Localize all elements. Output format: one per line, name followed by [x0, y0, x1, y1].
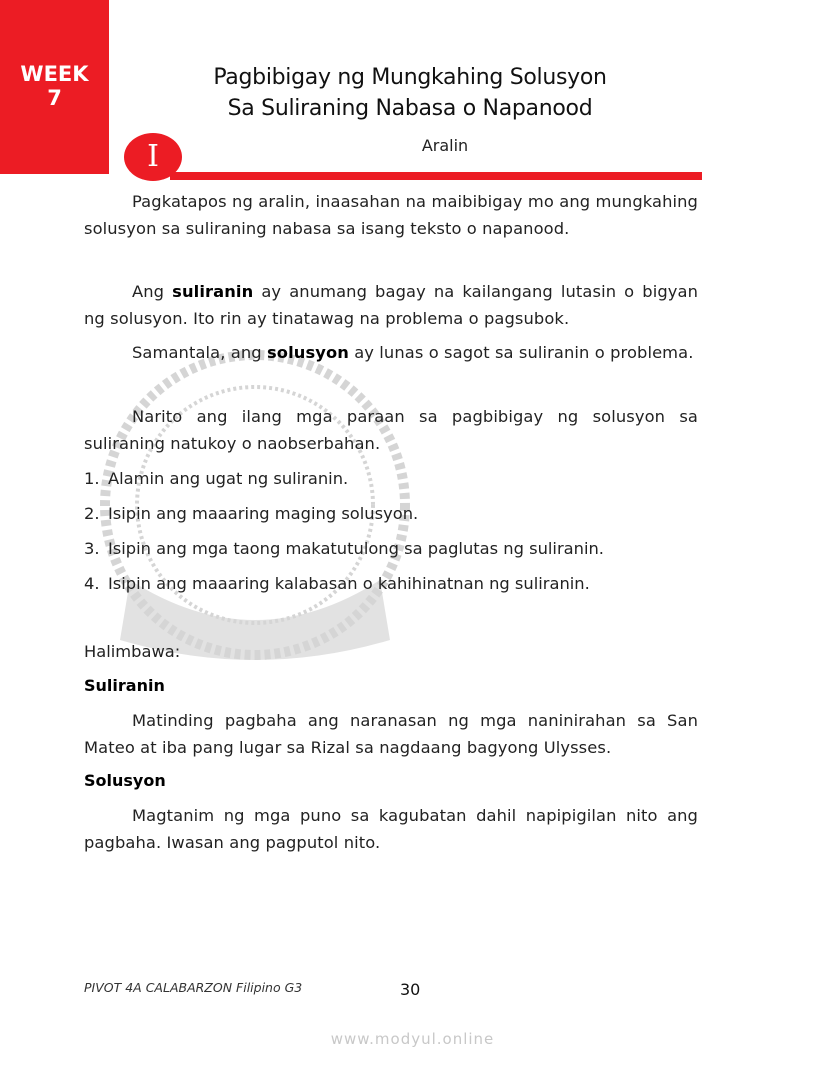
list-text: Isipin ang mga taong makatutulong sa paglutas ng suliranin. — [108, 539, 604, 558]
title-line-2: Sa Suliraning Nabasa o Napanood — [227, 96, 593, 121]
list-number: 1. — [84, 469, 100, 488]
problem-text: Matinding pagbaha ang naranasan ng mga naninirahan sa San Mateo at iba pang lugar sa Rizal sa nagdaang bagyong Ulysses. — [84, 711, 698, 757]
paragraph-solusyon — [84, 339, 698, 366]
p3-post: ay lunas o sagot sa suliranin o problema. — [348, 343, 694, 362]
section-title: Aralin — [421, 136, 469, 155]
paragraph-intro — [84, 188, 698, 242]
p2-pre: Ang — [132, 282, 173, 301]
list-text: Isipin ang maaaring kalabasan o kahihinatnan ng suliranin. — [108, 574, 590, 593]
page-title — [160, 62, 660, 124]
paragraph-suliranin — [84, 278, 698, 332]
week-word: WEEK — [20, 62, 89, 86]
problem-label: Suliranin — [84, 676, 165, 695]
paragraph-paraan — [84, 403, 698, 457]
page-number: 30 — [400, 980, 421, 999]
term-solusyon: solusyon — [267, 343, 349, 362]
list-text: Alamin ang ugat ng suliranin. — [108, 469, 349, 488]
list-text: Isipin ang maaaring maging solusyon. — [108, 504, 419, 523]
list-number: 4. — [84, 574, 100, 593]
paraan-text: Narito ang ilang mga paraan sa pagbibigay ng solusyon sa suliraning natukoy o naobserbahan. — [84, 407, 698, 453]
section-badge: I — [124, 133, 182, 181]
week-number: 7 — [47, 86, 62, 110]
p2-post: ay anumang bagay na kailangang lutasin o bigyan ng solusyon. Ito rin ay tinatawag na problema o pagsubok. — [84, 282, 699, 328]
solution-text: Magtanim ng mga puno sa kagubatan dahil napipigilan nito ang pagbaha. Iwasan ang pagputol nito. — [84, 806, 698, 852]
title-line-1: Pagbibigay ng Mungkahing Solusyon — [213, 65, 607, 90]
list-item — [84, 570, 590, 597]
watermark-url: www.modyul.online — [330, 1030, 495, 1048]
paragraph-solution — [84, 802, 698, 856]
section-divider — [170, 172, 702, 180]
solution-label: Solusyon — [84, 771, 166, 790]
example-heading: Halimbawa: — [84, 642, 181, 661]
list-item — [84, 535, 604, 562]
list-number: 2. — [84, 504, 100, 523]
list-number: 3. — [84, 539, 100, 558]
list-item — [84, 500, 418, 527]
week-label — [0, 62, 109, 110]
term-suliranin: suliranin — [172, 282, 254, 301]
footer-source: PIVOT 4A CALABARZON Filipino G3 — [84, 980, 303, 995]
intro-text: Pagkatapos ng aralin, inaasahan na maibibigay mo ang mungkahing solusyon sa suliraning nabasa sa isang teksto o napanood. — [84, 192, 698, 238]
paragraph-problem — [84, 707, 698, 761]
p3-pre: Samantala, ang — [132, 343, 267, 362]
list-item — [84, 465, 348, 492]
